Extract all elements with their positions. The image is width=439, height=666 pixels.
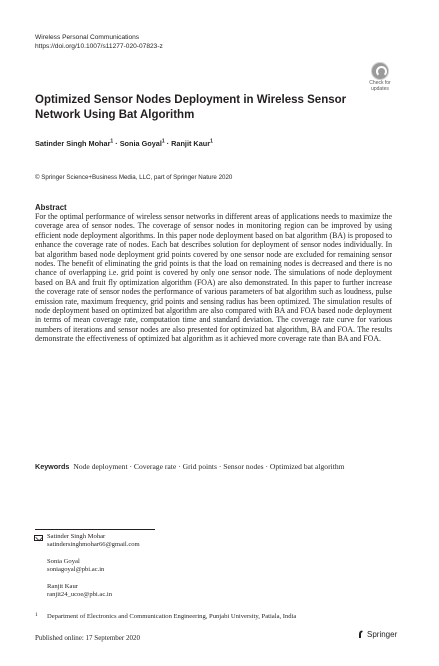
author-separator: · (164, 139, 172, 148)
copyright-notice: © Springer Science+Business Media, LLC, part of Springer Nature 2020 (35, 174, 233, 181)
journal-name: Wireless Personal Communications (35, 34, 140, 41)
footnote-author (47, 583, 112, 600)
author-name[interactable]: Sonia Goyal (119, 139, 162, 148)
footnote-author (47, 558, 104, 575)
footnote-author-name: Satinder Singh Mohar (47, 533, 106, 540)
springer-logo (358, 630, 397, 639)
author-affiliation-mark: 1 (110, 138, 114, 145)
badge-line2: updates (371, 85, 389, 92)
paper-title: Optimized Sensor Nodes Deployment in Wireless Sensor Network Using Bat Algorithm (35, 94, 347, 121)
doi-link[interactable]: https://doi.org/10.1007/s11277-020-07823-z (35, 43, 163, 50)
check-for-updates-badge[interactable] (365, 62, 395, 96)
abstract-heading: Abstract (35, 203, 67, 212)
corresponding-author (47, 533, 140, 550)
springer-horse-icon (358, 630, 364, 638)
author-name[interactable]: Satinder Singh Mohar (35, 139, 111, 148)
keywords-text: Node deployment · Coverage rate · Grid points · Sensor nodes · Optimized bat algorithm (73, 462, 345, 471)
author-separator: · (113, 139, 120, 148)
footnote-email[interactable]: satindersinghmohar66@gmail.com (47, 541, 140, 549)
affiliation-number: 1 (35, 612, 38, 618)
check-for-updates-icon (371, 62, 389, 80)
keywords (35, 462, 392, 472)
author-name[interactable]: Ranjit Kaur (171, 139, 211, 148)
author-affiliation-mark: 1 (210, 138, 213, 145)
author-affiliation-mark: 1 (161, 138, 165, 145)
envelope-icon (34, 535, 43, 541)
footnote-email[interactable]: soniagoyal@pbi.ac.in (47, 566, 105, 574)
affiliation-text: Department of Electronics and Communication Engineering, Punjabi University, Patiala, India (47, 613, 297, 620)
badge-line1: Check for (369, 80, 391, 86)
footnote-author-name: Sonia Goyal (47, 558, 80, 565)
footnote-author-name: Ranjit Kaur (47, 583, 78, 590)
keywords-label: Keywords (35, 462, 70, 471)
abstract-text: For the optimal performance of wireless sensor networks in different areas of applications needs to maximize the coverage area of sensor nodes. The coverage of sensor nodes in monitoring region can be improved by using efficient node deployment algorithms. In this paper node deployment based on bat algorithm (BA) is proposed to enhance the coverage rate of nodes. Each bat describes solution for deployment of sensor nodes individually. In bat algorithm based node deployment grid points covered by one sensor node are excluded for remaining sensor nodes. The benefit of eliminating the grid points is that the load on remaining nodes is decreased and there is no chance of overlapping i.e. grid point is covered by only one sensor node. The simulations of node deployment based on BA and fruit fly optimization algorithm (FOA) are also demonstrated. In this paper to further increase the coverage rate of sensor nodes the performance of various parameters of bat algorithm such as loudness, pulse emission rate, maximum frequency, grid points and sensing radius has been optimized. The simulation results of node deployment based on optimized bat algorithm are also compared with BA and FOA based node deployment in terms of mean coverage rate, computation time and standard deviation. The coverage rate curve for various numbers of iterations and sensor nodes are also presented for optimized bat algorithm, BA and FOA. The results demonstrate the effectiveness of optimized bat algorithm as it achieved more coverage rate than BA and FOA. (35, 212, 392, 344)
footnote-divider (35, 529, 155, 530)
author-list (35, 139, 213, 148)
footnote-email[interactable]: ranjit24_ucoe@pbi.ac.in (47, 591, 113, 599)
published-date: Published online: 17 September 2020 (35, 634, 140, 642)
publisher-name: Springer (367, 630, 398, 639)
